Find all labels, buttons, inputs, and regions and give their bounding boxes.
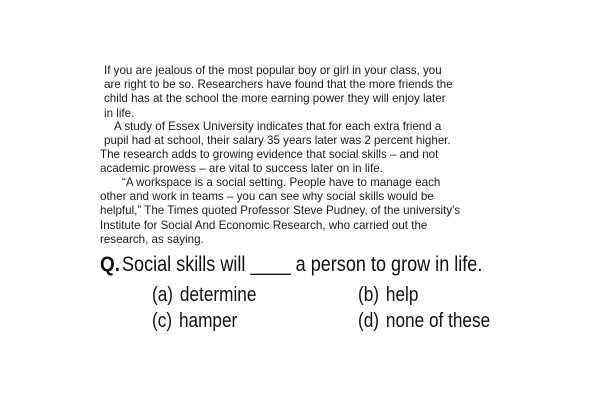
passage-paragraph-2 bbox=[104, 120, 504, 148]
passage-paragraph-1 bbox=[104, 64, 504, 121]
passage-line: are right to be so. Researchers have found that the more friends the bbox=[104, 78, 453, 92]
passage-line: research, as saying. bbox=[100, 232, 204, 246]
option-text: hamper bbox=[178, 310, 238, 332]
question-row bbox=[100, 252, 520, 278]
option-letter: (d) bbox=[358, 310, 380, 332]
question bbox=[100, 252, 520, 278]
passage-line: in life. bbox=[104, 106, 135, 120]
option-letter: (c) bbox=[152, 310, 173, 332]
passage-line: “A workspace is a social setting. People have to manage each bbox=[122, 176, 441, 189]
option-d[interactable] bbox=[358, 308, 490, 334]
passage-line: child has at the school the more earning power they will enjoy later bbox=[104, 92, 446, 106]
option-text: help bbox=[385, 284, 419, 306]
passage-line: Institute for Social And Economic Research, who carried out the bbox=[100, 218, 428, 232]
option-letter: (b) bbox=[358, 284, 380, 306]
passage-line: academic prowess – are vital to success later on in life. bbox=[100, 162, 383, 176]
passage-line: other and work in teams – you can see why social skills would be bbox=[100, 190, 434, 204]
option-letter: (a) bbox=[152, 284, 174, 306]
passage-line: The research adds to growing evidence that social skills – and not bbox=[100, 148, 439, 161]
question-text: Social skills will ____ a person to grow in life. bbox=[122, 253, 483, 276]
passage-line: A study of Essex University indicates that for each extra friend a bbox=[114, 120, 442, 133]
option-b[interactable] bbox=[358, 282, 418, 308]
passage-paragraph-4 bbox=[100, 176, 510, 247]
option-text: none of these bbox=[385, 310, 491, 332]
option-a[interactable] bbox=[152, 282, 256, 308]
passage-line: pupil had at school, their salary 35 years later was 2 percent higher. bbox=[104, 134, 451, 148]
option-text: determine bbox=[179, 284, 257, 306]
question-label: Q. bbox=[100, 253, 120, 276]
passage-paragraph-3 bbox=[100, 148, 510, 176]
passage-line: If you are jealous of the most popular boy or girl in your class, you bbox=[104, 64, 442, 77]
passage-line: helpful,” The Times quoted Professor Steve Pudney, of the university's bbox=[100, 204, 461, 218]
option-c[interactable] bbox=[152, 308, 237, 334]
